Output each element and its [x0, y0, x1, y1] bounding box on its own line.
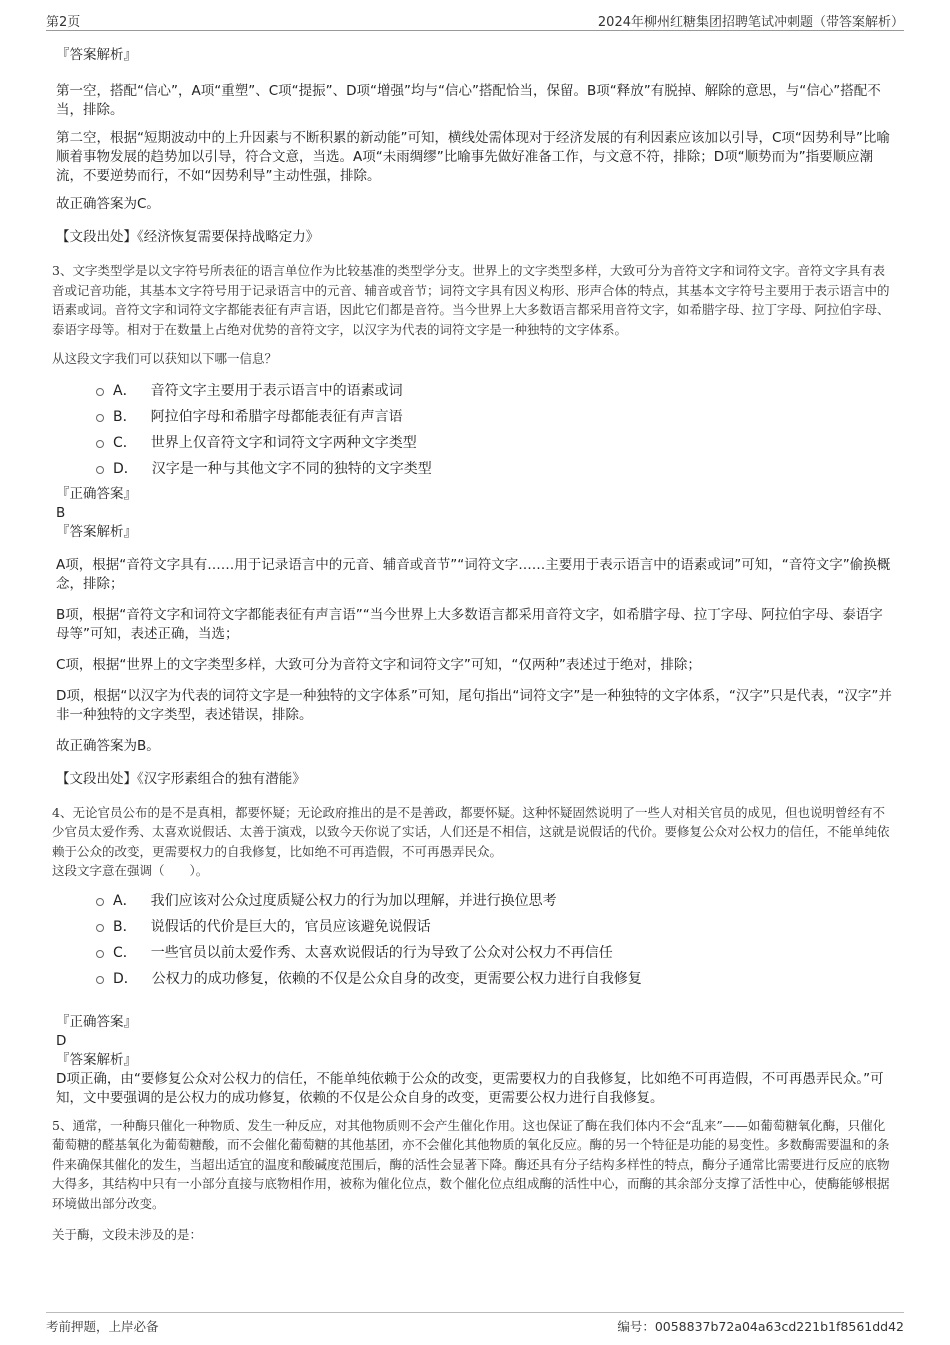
q3-option-b[interactable]: B． 阿拉伯字母和希腊字母都能表征有声言语: [96, 403, 896, 429]
radio-icon[interactable]: [96, 898, 104, 906]
q2-source: 【文段出处】《经济恢复需要保持战略定力》: [56, 229, 320, 245]
q3-analysis-d: D项，根据“以汉字为代表的词符文字是一种独特的文字体系”可知，尾句指出“词符文字”是一种独特的文字体系，“汉字”只是代表，“汉字”并非一种独特的文字类型，表述错误，排除。: [56, 687, 892, 723]
q2-analysis-para1: 第一空，搭配“信心”，A项“重塑”、C项“提振”、D项“增强”均与“信心”搭配恰当，保留。B项“释放”有脱掉、解除的意思，与“信心”搭配不当，排除。: [56, 83, 881, 118]
footer-slogan: 考前押题，上岸必备: [46, 1319, 159, 1334]
q4-analysis: D项正确，由“要修复公众对公权力的信任，不能单纯依赖于公众的改变，更需要权力的自我修复，比如绝不可再造假，不可再愚弄民众。”可知，文中要强调的是公权力的成功修复，依赖的不仅是公众自身的改变，更需要公权力进行自我修复。: [56, 1070, 884, 1106]
q5-question: 关于酶，文段未涉及的是：: [52, 1227, 203, 1242]
radio-icon[interactable]: [96, 976, 104, 984]
q4-answer: D: [56, 1032, 67, 1049]
radio-icon[interactable]: [96, 466, 104, 474]
q3-analysis-label: 『答案解析』: [56, 523, 137, 540]
q4-option-d[interactable]: D． 公权力的成功修复，依赖的不仅是公众自身的改变，更需要公权力进行自我修复: [96, 965, 896, 991]
q3-question: 从这段文字我们可以获知以下哪一信息？: [52, 351, 278, 366]
q2-analysis-label: 『答案解析』: [56, 47, 137, 63]
radio-icon[interactable]: [96, 924, 104, 932]
q5-stem: 5、通常，一种酶只催化一种物质、发生一种反应，对其他物质则不会产生催化作用。这也保证了酶在我们体内不会“乱来”——如葡萄糖氧化酶，只催化葡萄糖的醛基氧化为葡萄糖酸，而不会催化葡萄糖的其他基团，亦不会催化其他物质的氧化反应。酶的另一个特征是功能的易变性。多数酶需要温和的条件来确保其催化的发生，当超出适宜的温度和酸碱度范围后，酶的活性会显著下降。酶还具有分子结构多样性的特点，酶分子通常比需要进行反应的底物大得多，其结构中只有一小部分直接与底物相作用，被称为催化位点，数个催化位点组成酶的活性中心，而酶的其余部分支撑了活性中心，使酶能够根据环境做出部分改变。: [52, 1117, 890, 1211]
q4-question: 这段文字意在强调（ ）。: [52, 863, 209, 878]
page-footer: [46, 1312, 904, 1335]
radio-icon[interactable]: [96, 950, 104, 958]
q2-conclusion: 故正确答案为C。: [56, 196, 160, 212]
radio-icon[interactable]: [96, 388, 104, 396]
q3-analysis-c: C项，根据“世界上的文字类型多样，大致可分为音符文字和词符文字”可知，“仅两种”表述过于绝对，排除；: [56, 656, 701, 673]
q4-analysis-label: 『答案解析』: [56, 1051, 137, 1068]
q3-analysis-a: A项，根据“音符文字具有……用于记录语言中的元音、辅音或音节”“词符文字……主要用于表示语言中的语素或词”可知，“音符文字”偷换概念，排除；: [56, 556, 891, 592]
page-header: [46, 8, 904, 31]
q3-source: 【文段出处】《汉字形素组合的独有潜能》: [56, 770, 306, 787]
q3-stem: 3、文字类型学是以文字符号所表征的语言单位作为比较基准的类型学分支。世界上的文字类型多样，大致可分为音符文字和词符文字。音符文字具有表音或记音功能，其基本文字符号用于记录语言中的元音、辅音或音节；词符文字具有因义构形、形声合体的特点，其基本文字符号主要用于表示语言中的语素或词。音符文字和词符文字都能表征有声言语，因此它们都是音符。当今世界上大多数语言都采用音符文字，如希腊字母、拉丁字母、阿拉伯字母、泰语字母等。相对于在数量上占绝对优势的音符文字，以汉字为代表的词符文字是一种独特的文字体系。: [52, 263, 890, 337]
q3-analysis-b: B项，根据“音符文字和词符文字都能表征有声言语”“当今世界上大多数语言都采用音符文字，如希腊字母、拉丁字母、阿拉伯字母、泰语字母等”可知，表述正确，当选；: [56, 606, 883, 642]
q4-options: [56, 887, 896, 991]
q2-analysis-para2: 第二空，根据“短期波动中的上升因素与不断积累的新动能”可知，横线处需体现对于经济发展的有利因素应该加以引导，C项“因势利导”比喻顺着事物发展的趋势加以引导，符合文意，当选。A项“未雨绸缪”比喻事先做好准备工作，与文意不符，排除；D项“顺势而为”指要顺应潮流，不要逆势而行，不如“因势利导”主动性强，排除。: [56, 130, 890, 184]
page-number: 第2页: [46, 15, 81, 30]
q3-answer: B: [56, 504, 66, 521]
q3-conclusion: 故正确答案为B。: [56, 737, 160, 754]
radio-icon[interactable]: [96, 440, 104, 448]
q3-option-c[interactable]: C． 世界上仅音符文字和词符文字两种文字类型: [96, 429, 896, 455]
q3-option-d[interactable]: D． 汉字是一种与其他文字不同的独特的文字类型: [96, 455, 896, 481]
radio-icon[interactable]: [96, 414, 104, 422]
document-title: 2024年柳州红糖集团招聘笔试冲刺题（带答案解析）: [597, 15, 904, 30]
q4-answer-label: 『正确答案』: [56, 1013, 137, 1030]
q3-option-a[interactable]: A． 音符文字主要用于表示语言中的语素或词: [96, 377, 896, 403]
q4-option-a[interactable]: A． 我们应该对公众过度质疑公权力的行为加以理解，并进行换位思考: [96, 887, 896, 913]
footer-serial: 编号：0058837b72a04a63cd221b1f8561dd42: [617, 1319, 904, 1334]
q4-option-b[interactable]: B． 说假话的代价是巨大的，官员应该避免说假话: [96, 913, 896, 939]
q3-answer-label: 『正确答案』: [56, 485, 137, 502]
q4-stem: 4、无论官员公布的是不是真相，都要怀疑；无论政府推出的是不是善政，都要怀疑。这种怀疑固然说明了一些人对相关官员的成见，但也说明曾经有不少官员太爱作秀、太喜欢说假话、太善于演戏，以致今天你说了实话，人们还是不相信，这就是说假话的代价。要修复公众对公权力的信任，不能单纯依赖于公众的改变，更需要权力的自我修复，比如绝不可再造假，不可再愚弄民众。: [52, 804, 890, 859]
document-body: [52, 42, 896, 1245]
q4-option-c[interactable]: C． 一些官员以前太爱作秀、太喜欢说假话的行为导致了公众对公权力不再信任: [96, 939, 896, 965]
q3-options: [56, 377, 896, 481]
